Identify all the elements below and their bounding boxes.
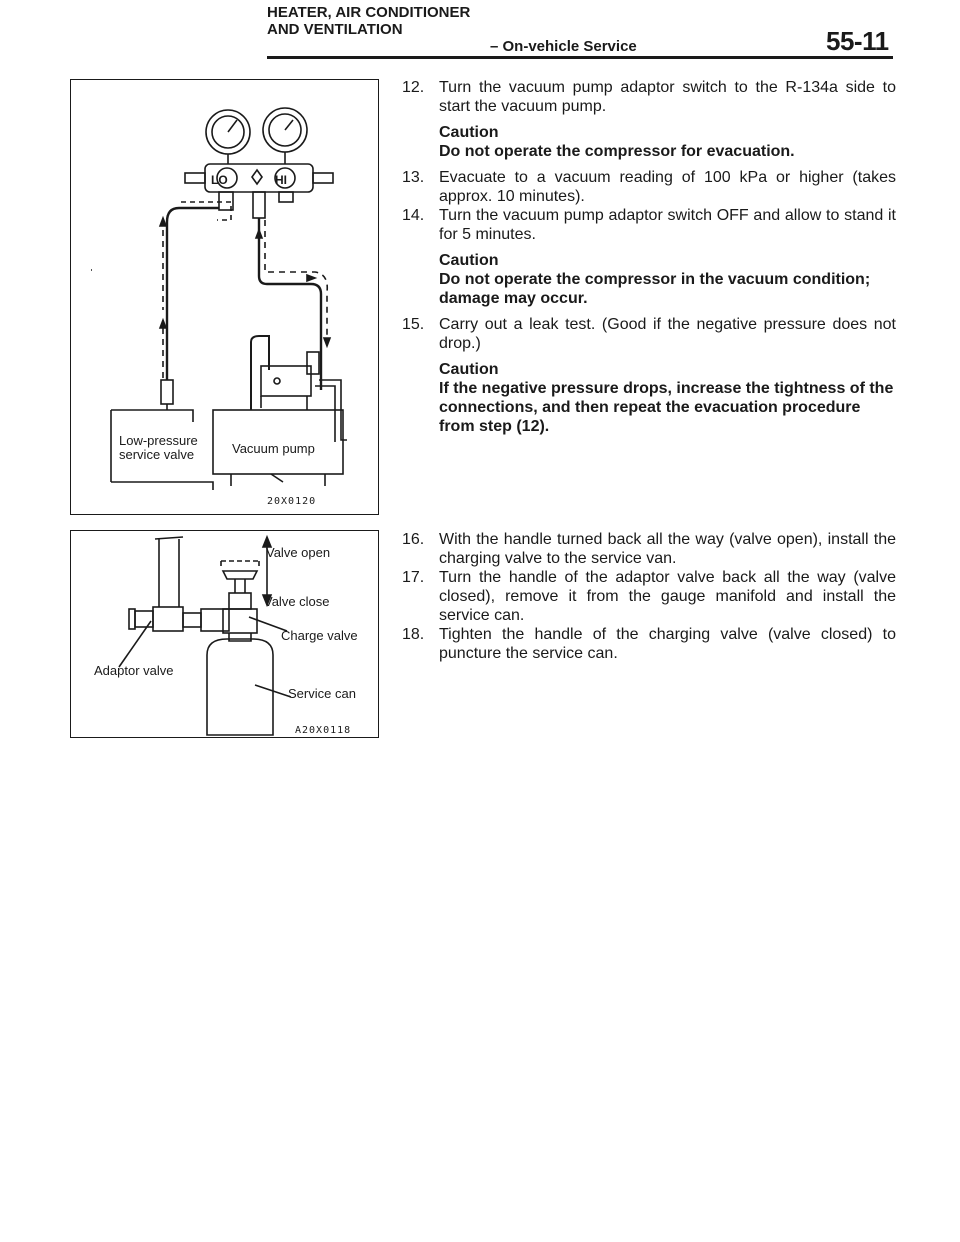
caution-14 (402, 251, 896, 308)
label-service-can: Service can (288, 686, 356, 701)
subsection-title: – On-vehicle Service (490, 38, 637, 55)
label-valve-close: Valve close (264, 594, 330, 609)
label-valve-open: Valve open (266, 545, 331, 560)
step-18 (402, 625, 896, 663)
label-gauge-hi: HI (275, 173, 287, 187)
step-text: Turn the handle of the adaptor valve back all the way (valve closed), remove it from the gauge manifold and install the service can. (439, 569, 896, 624)
page-number: 55-11 (826, 26, 889, 56)
label-adaptor-valve: Adaptor valve (94, 663, 174, 678)
step-number: 18. (402, 626, 425, 643)
label-charge-valve: Charge valve (281, 628, 358, 643)
step-number: 17. (402, 569, 425, 586)
caution-text: If the negative pressure drops, increase the tightness of the connections, and then repeat the evacuation procedure from step (12). (439, 380, 894, 435)
figure-charging-valve (70, 530, 379, 738)
label-low-pressure-line2: service valve (119, 447, 195, 462)
caution-title: Caution (439, 252, 499, 269)
figure-vacuum-pump-setup (70, 79, 379, 515)
label-low-pressure-line1: Low-pressure (119, 433, 198, 448)
step-number: 14. (402, 207, 425, 224)
label-low-pressure-service-valve (119, 434, 198, 462)
caution-text: Do not operate the compressor in the vacuum condition; damage may occur. (439, 271, 871, 307)
section-title-line1: HEATER, AIR CONDITIONER (267, 4, 471, 21)
procedure-steps-12-15 (402, 78, 896, 443)
step-text: Turn the vacuum pump adaptor switch to the R-134a side to start the vacuum pump. (439, 79, 896, 115)
pump-adaptor (261, 366, 311, 396)
step-16 (402, 530, 896, 568)
step-14 (402, 206, 896, 244)
step-text: With the handle turned back all the way (valve open), install the charging valve to the service van. (439, 531, 896, 567)
caution-title: Caution (439, 361, 499, 378)
step-number: 13. (402, 169, 425, 186)
step-15 (402, 315, 896, 353)
procedure-steps-16-18 (402, 530, 896, 663)
step-text: Carry out a leak test. (Good if the negative pressure does not drop.) (439, 316, 896, 352)
figure-code: A20X0118 (295, 725, 352, 736)
charge-valve-body (229, 593, 251, 609)
step-text: Evacuate to a vacuum reading of 100 kPa or higher (takes approx. 10 minutes). (439, 169, 896, 205)
step-number: 12. (402, 79, 425, 96)
caution-text: Do not operate the compressor for evacuation. (439, 143, 795, 160)
caution-12 (402, 123, 896, 161)
header-rule (267, 56, 893, 59)
adaptor-valve-body (153, 607, 183, 631)
section-title-line2: AND VENTILATION (267, 21, 403, 38)
label-gauge-lo: LO (211, 173, 228, 187)
label-vacuum-pump: Vacuum pump (232, 441, 315, 456)
caution-title: Caution (439, 124, 499, 141)
section-title (267, 4, 687, 38)
step-text: Tighten the handle of the charging valve (valve closed) to puncture the service can. (439, 626, 896, 662)
vacuum-pump-diagram (71, 80, 380, 516)
step-text: Turn the vacuum pump adaptor switch OFF and allow to stand it for 5 minutes. (439, 207, 896, 243)
step-17 (402, 568, 896, 625)
step-number: 15. (402, 316, 425, 333)
caution-15 (402, 360, 896, 436)
step-number: 16. (402, 531, 425, 548)
figure-code: 20X0120 (267, 496, 317, 507)
step-12 (402, 78, 896, 116)
step-13 (402, 168, 896, 206)
